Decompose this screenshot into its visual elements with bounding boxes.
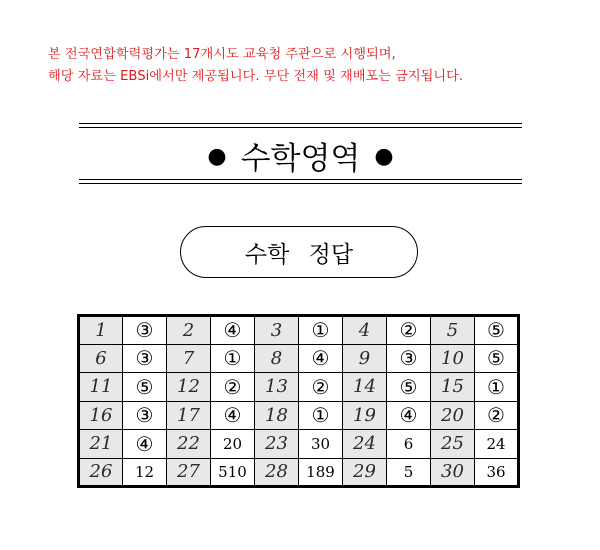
answer-cell: 30: [299, 430, 343, 459]
notice-line-2: 해당 자료는 EBSi에서만 제공됩니다. 무단 전재 및 재배포는 금지됩니다.: [48, 69, 464, 84]
question-number-cell: 23: [255, 430, 299, 459]
question-number-cell: 22: [167, 430, 211, 459]
question-number-cell: 6: [79, 344, 123, 373]
answer-cell: ③: [123, 401, 167, 430]
copyright-notice: [48, 44, 588, 88]
answer-cell: ②: [387, 316, 431, 345]
answer-row: [79, 401, 519, 430]
question-number-cell: 13: [255, 373, 299, 402]
question-number-cell: 12: [167, 373, 211, 402]
title-bottom-rule-outer: [79, 183, 522, 184]
answer-cell: ④: [123, 430, 167, 459]
title-bullet-left: ●: [207, 143, 227, 169]
answer-table-body: [79, 316, 519, 487]
answer-cell: ①: [475, 373, 519, 402]
answer-cell: ②: [475, 401, 519, 430]
question-number-cell: 4: [343, 316, 387, 345]
answer-cell: 189: [299, 458, 343, 487]
answer-cell: 36: [475, 458, 519, 487]
question-number-cell: 16: [79, 401, 123, 430]
answer-cell: ⑤: [475, 316, 519, 345]
question-number-cell: 8: [255, 344, 299, 373]
answer-cell: 20: [211, 430, 255, 459]
question-number-cell: 7: [167, 344, 211, 373]
answer-cell: ①: [211, 344, 255, 373]
question-number-cell: 26: [79, 458, 123, 487]
answer-row: [79, 316, 519, 345]
question-number-cell: 15: [431, 373, 475, 402]
question-number-cell: 28: [255, 458, 299, 487]
question-number-cell: 21: [79, 430, 123, 459]
answer-cell: ⑤: [123, 373, 167, 402]
answer-table: [77, 314, 520, 488]
question-number-cell: 27: [167, 458, 211, 487]
answer-cell: ③: [123, 344, 167, 373]
question-number-cell: 2: [167, 316, 211, 345]
answer-cell: ③: [123, 316, 167, 345]
answer-cell: ③: [387, 344, 431, 373]
answer-cell: ①: [299, 316, 343, 345]
question-number-cell: 1: [79, 316, 123, 345]
question-number-cell: 19: [343, 401, 387, 430]
question-number-cell: 5: [431, 316, 475, 345]
notice-line-1: 본 전국연합학력평가는 17개시도 교육청 주관으로 시행되며,: [48, 47, 396, 62]
answer-cell: ④: [211, 401, 255, 430]
section-title-text: 수학영역: [240, 140, 361, 177]
question-number-cell: 24: [343, 430, 387, 459]
section-title: [79, 132, 522, 178]
answer-row: [79, 430, 519, 459]
question-number-cell: 29: [343, 458, 387, 487]
question-number-cell: 14: [343, 373, 387, 402]
answer-cell: ⑤: [387, 373, 431, 402]
answer-cell: 510: [211, 458, 255, 487]
question-number-cell: 30: [431, 458, 475, 487]
answer-cell: ④: [387, 401, 431, 430]
answer-cell: ②: [211, 373, 255, 402]
answer-heading-box: [180, 226, 418, 278]
answer-cell: ①: [299, 401, 343, 430]
answer-cell: 12: [123, 458, 167, 487]
title-bottom-rule-inner: [79, 179, 522, 180]
answer-cell: 6: [387, 430, 431, 459]
answer-row: [79, 458, 519, 487]
question-number-cell: 10: [431, 344, 475, 373]
title-bullet-right: ●: [374, 143, 394, 169]
question-number-cell: 25: [431, 430, 475, 459]
title-top-rule-inner: [79, 127, 522, 128]
answer-cell: 5: [387, 458, 431, 487]
question-number-cell: 9: [343, 344, 387, 373]
answer-heading: 수학 정답: [244, 241, 354, 268]
question-number-cell: 20: [431, 401, 475, 430]
answer-row: [79, 344, 519, 373]
answer-cell: ④: [299, 344, 343, 373]
question-number-cell: 18: [255, 401, 299, 430]
answer-cell: ②: [299, 373, 343, 402]
title-top-rule-outer: [79, 123, 522, 124]
answer-cell: 24: [475, 430, 519, 459]
question-number-cell: 11: [79, 373, 123, 402]
answer-row: [79, 373, 519, 402]
answer-cell: ⑤: [475, 344, 519, 373]
answer-cell: ④: [211, 316, 255, 345]
question-number-cell: 17: [167, 401, 211, 430]
question-number-cell: 3: [255, 316, 299, 345]
